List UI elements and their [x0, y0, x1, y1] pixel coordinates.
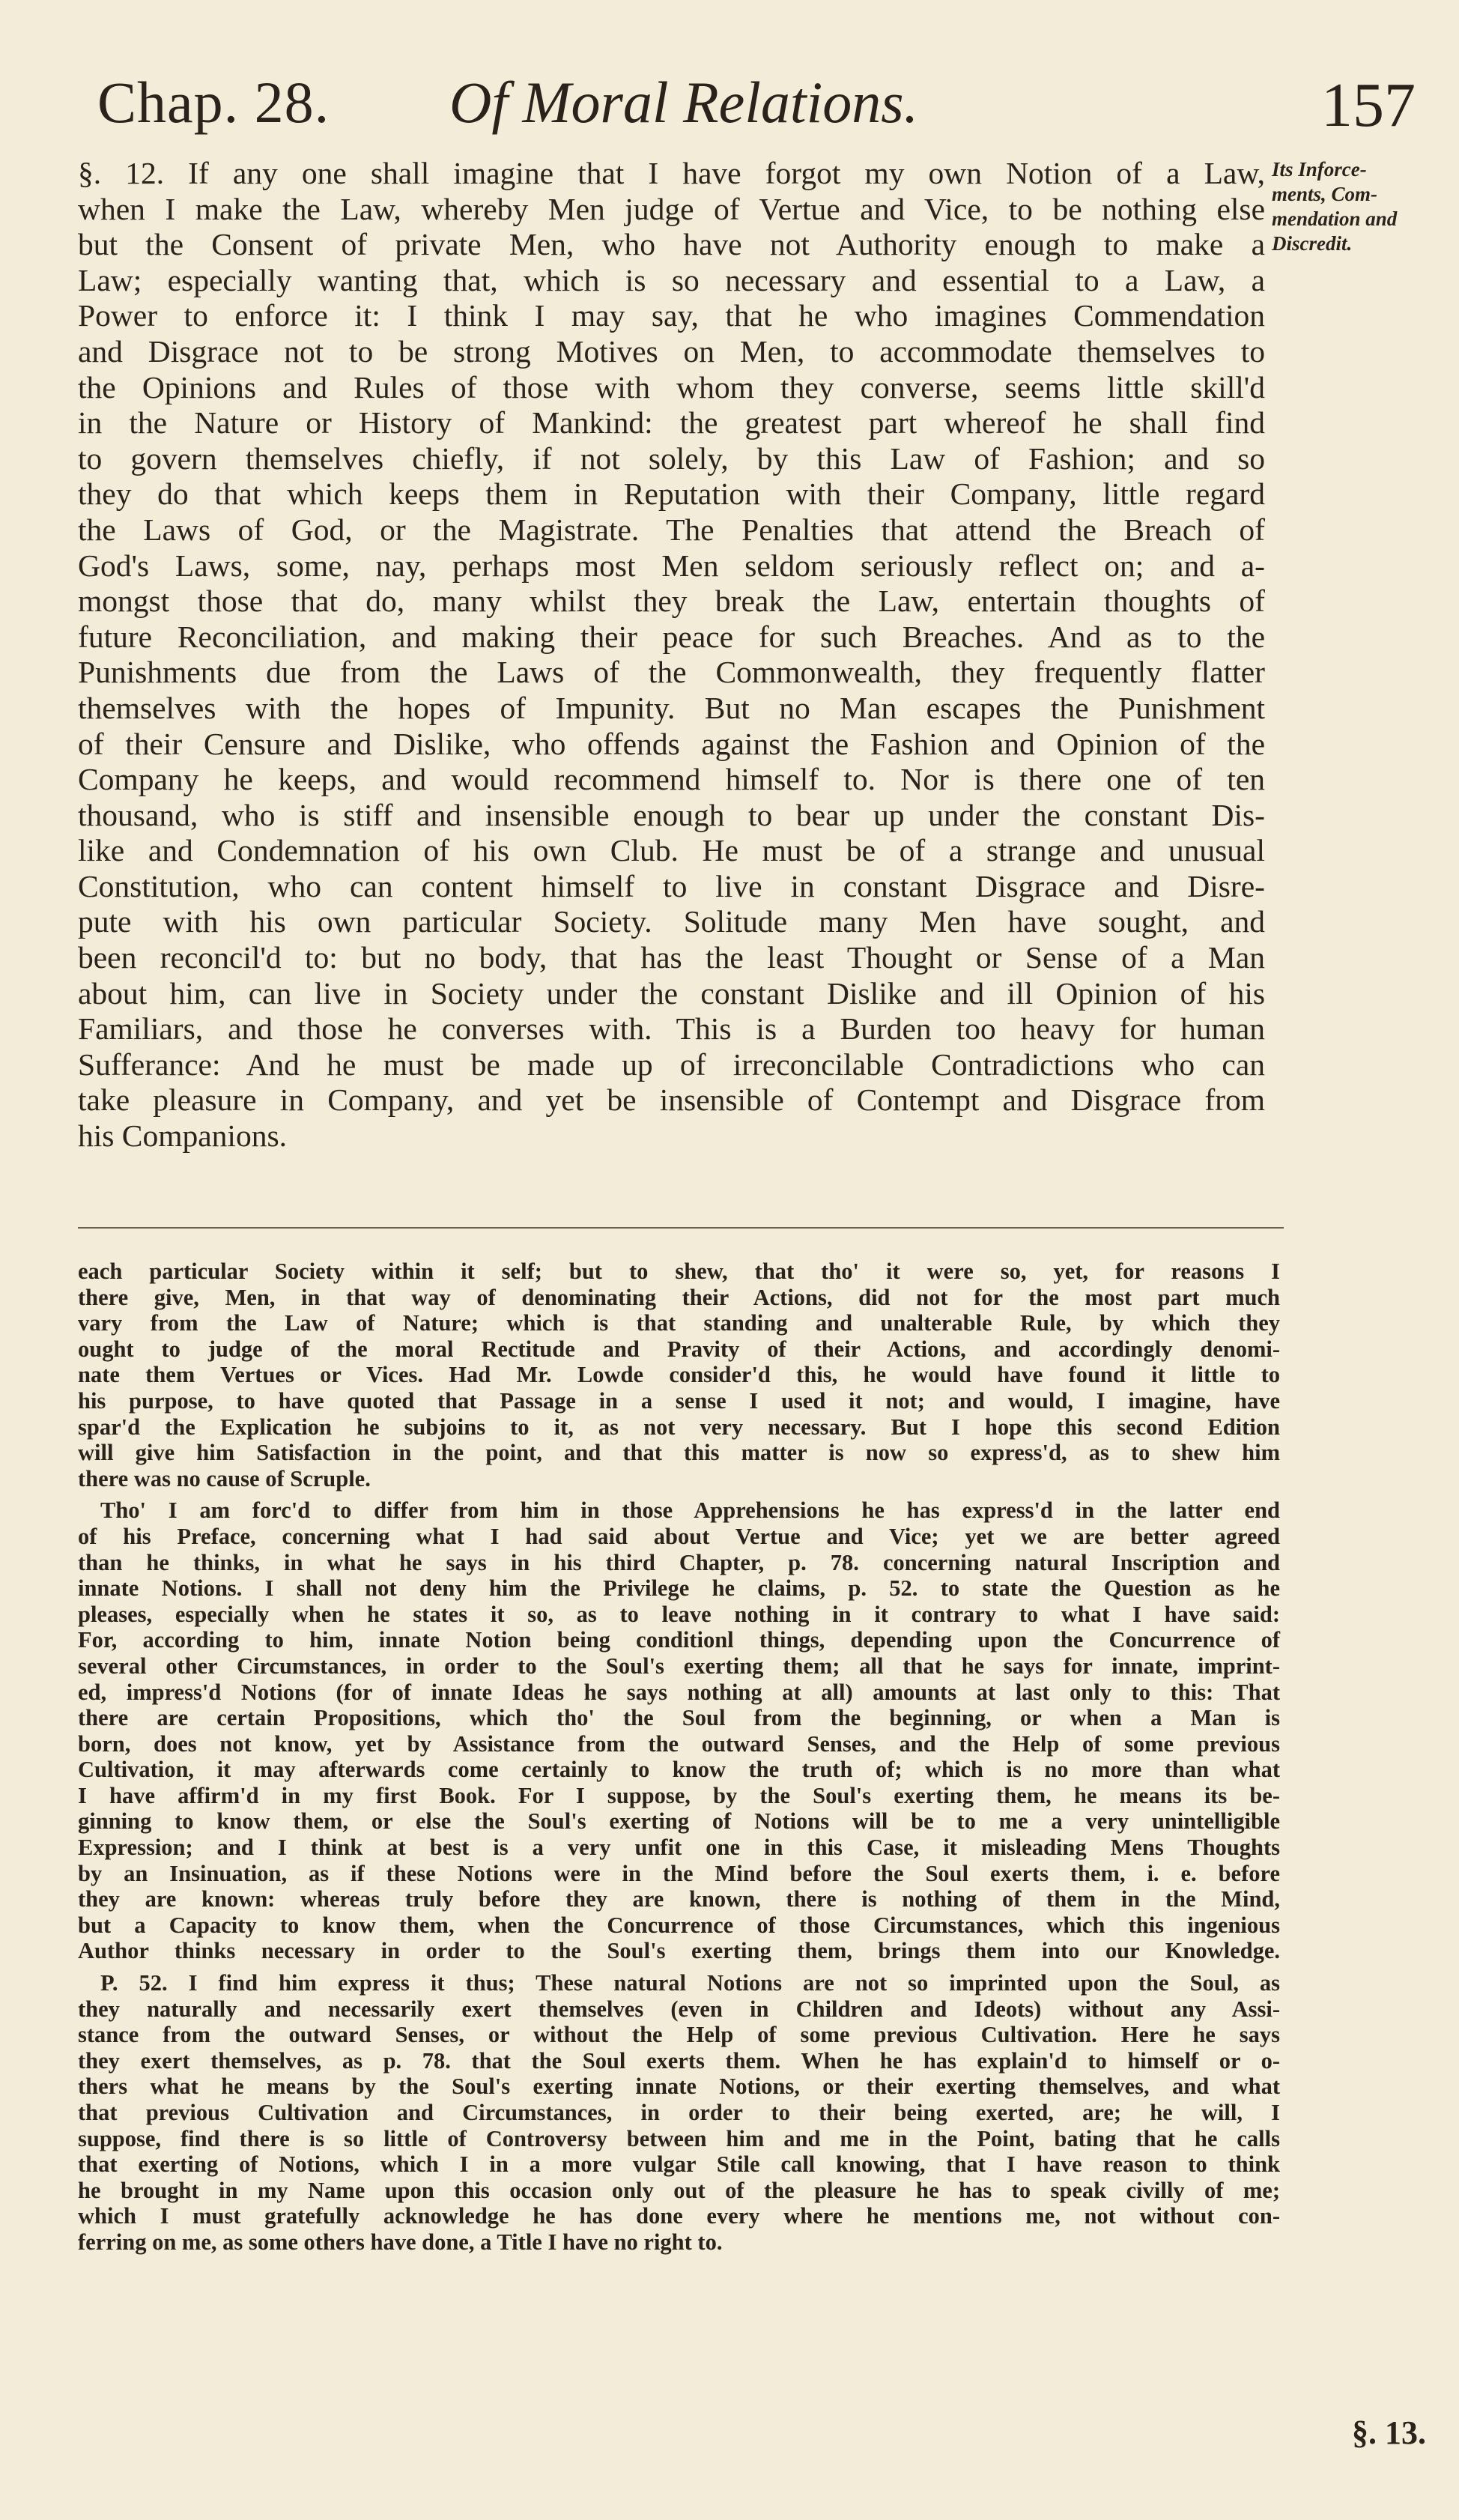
footnote-line: which I must gratefully acknowledge he has done every where he mentions me, not without con- — [78, 2203, 1280, 2229]
footnote-line: several other Circumstances, in order to the Soul's exerting them; all that he says for innate, imprint- — [78, 1653, 1280, 1679]
text-line: to govern themselves chiefly, if not solely, by this Law of Fashion; and so — [78, 440, 1265, 476]
footnote-line: pleases, especially when he states it so, as to leave nothing in it contrary to what I have said: — [78, 1601, 1280, 1627]
footnote-line: than he thinks, in what he says in his third Chapter, p. 78. concerning natural Inscription and — [78, 1549, 1280, 1575]
text-line: take pleasure in Company, and yet be insensible of Contempt and Disgrace from — [78, 1082, 1265, 1118]
running-title: Of Moral Relations. — [449, 70, 919, 135]
footnote-line: Cultivation, it may afterwards come certainly to know the truth of; which is no more than what — [78, 1757, 1280, 1783]
margin-note-line: Discredit. — [1272, 232, 1353, 255]
footnote-line: ferring on me, as some others have done, a Title I have no right to. — [78, 2229, 723, 2255]
chapter-label: Chap. 28. — [97, 70, 330, 135]
text-line: they do that which keeps them in Reputation with their Company, little regard — [78, 476, 1265, 512]
text-line: mongst those that do, many whilst they break the Law, entertain thoughts of — [78, 584, 1265, 619]
footnote-block — [78, 1259, 1280, 2256]
text-line: future Reconciliation, and making their peace for such Breaches. And as to the — [78, 619, 1265, 654]
footnote-line: born, does not know, yet by Assistance from the outward Senses, and the Help of some previous — [78, 1730, 1280, 1757]
catchword: §. 13. — [1352, 2414, 1426, 2451]
text-line: about him, can live in Society under the constant Dislike and ill Opinion of his — [78, 975, 1265, 1011]
footnote-line: of his Preface, concerning what I had said about Vertue and Vice; yet we are better agreed — [78, 1523, 1280, 1549]
text-line: when I make the Law, whereby Men judge of Vertue and Vice, to be nothing else — [78, 191, 1265, 226]
text-line: of their Censure and Dislike, who offends against the Fashion and Opinion of the — [78, 726, 1265, 761]
text-line: Law; especially wanting that, which is so necessary and essential to a Law, a — [78, 262, 1265, 297]
footnote-line: will give him Satisfaction in the point, and that this matter is now so express'd, as to shew him — [78, 1440, 1280, 1466]
text-line: God's Laws, some, nay, perhaps most Men seldom seriously reflect on; and a- — [78, 548, 1265, 583]
footnote-line: thers what he means by the Soul's exerting innate Notions, or their exerting themselves, and what — [78, 2074, 1280, 2100]
footnote-line: innate Notions. I shall not deny him the Privilege he claims, p. 52. to state the Question as he — [78, 1575, 1280, 1602]
footnote-line: ought to judge of the moral Rectitude and Pravity of their Actions, and accordingly denomi- — [78, 1336, 1280, 1362]
margin-note — [1272, 157, 1429, 256]
footnote-line: that previous Cultivation and Circumstances, in order to their being exerted, are; he will, I — [78, 2100, 1280, 2125]
footnote-line: by an Insinuation, as if these Notions were in the Mind before the Soul exerts them, i. e. before — [78, 1860, 1280, 1886]
footnote-line: For, according to him, innate Notion being conditionl things, depending upon the Concurrence of — [78, 1627, 1280, 1653]
footnote-line: spar'd the Explication he subjoins to it, as not very necessary. But I hope this second Edition — [78, 1414, 1280, 1440]
footnote-line: they are known: whereas truly before they are known, there is nothing of them in the Mind, — [78, 1886, 1280, 1912]
footnote-line: nate them Vertues or Vices. Had Mr. Lowde consider'd this, he would have found it little to — [78, 1362, 1280, 1388]
footnote-line: suppose, find there is so little of Controversy between him and me in the Point, bating that he calls — [78, 2125, 1280, 2151]
footnote-line: but a Capacity to know them, when the Concurrence of those Circumstances, which this ingenious — [78, 1912, 1280, 1938]
footnote-line: stance from the outward Senses, or without the Help of some previous Cultivation. Here he says — [78, 2022, 1280, 2048]
footnote-line: his purpose, to have quoted that Passage in a sense I used it not; and would, I imagine, have — [78, 1387, 1280, 1414]
footnote-line: they exert themselves, as p. 78. that the Soul exerts them. When he has explain'd to himself or o- — [78, 2047, 1280, 2074]
footnote-divider — [78, 1227, 1284, 1229]
text-line: Constitution, who can content himself to live in constant Disgrace and Disre- — [78, 868, 1265, 903]
text-line: Power to enforce it: I think I may say, that he who imagines Commendation — [78, 298, 1265, 333]
footnote-line: I have affirm'd in my first Book. For I suppose, by the Soul's exerting them, he means its be- — [78, 1782, 1280, 1808]
footnote-line: P. 52. I find him express it thus; These natural Notions are not so imprinted upon the Soul, as — [100, 1970, 1280, 1996]
footnote-line: there give, Men, in that way of denominating their Actions, did not for the most part much — [78, 1284, 1280, 1310]
footnote-line: Author thinks necessary in order to the Soul's exerting them, brings them into our Knowledge. — [78, 1938, 1280, 1964]
footnote-line: ed, impress'd Notions (for of innate Ideas he says nothing at all) amounts at last only to this: That — [78, 1679, 1280, 1705]
footnote-line: there was no cause of Scruple. — [78, 1465, 371, 1491]
text-line: Sufferance: And he must be made up of irreconcilable Contradictions who can — [78, 1047, 1265, 1082]
footnote-line: there are certain Propositions, which tho' the Soul from the beginning, or when a Man is — [78, 1705, 1280, 1731]
text-line: like and Condemnation of his own Club. He must be of a strange and unusual — [78, 833, 1265, 868]
footnote-line: Expression; and I think at best is a very unfit one in this Case, it misleading Mens Thoughts — [78, 1835, 1280, 1861]
running-header — [97, 69, 1416, 151]
text-line: been reconcil'd to: but no body, that has the least Thought or Sense of a Man — [78, 940, 1265, 975]
main-text-block — [78, 156, 1265, 1154]
text-line: and Disgrace not to be strong Motives on Men, to accommodate themselves to — [78, 333, 1265, 369]
text-line: §. 12. If any one shall imagine that I have forgot my own Notion of a Law, — [78, 156, 1265, 190]
text-line: the Laws of God, or the Magistrate. The Penalties that attend the Breach of — [78, 512, 1265, 547]
text-line: Company he keeps, and would recommend himself to. Nor is there one of ten — [78, 762, 1265, 797]
footnote-line: that exerting of Notions, which I in a more vulgar Stile call knowing, that I have reason to think — [78, 2151, 1280, 2178]
text-line: pute with his own particular Society. Solitude many Men have sought, and — [78, 904, 1265, 939]
margin-note-line: mendation and — [1272, 208, 1398, 230]
page-number: 157 — [1321, 70, 1416, 140]
footnote-line: they naturally and necessarily exert themselves (even in Children and Ideots) without any Assi- — [78, 1996, 1280, 2022]
footnote-line: vary from the Law of Nature; which is that standing and unalterable Rule, by which they — [78, 1310, 1280, 1336]
footnote-line: each particular Society within it self; but to shew, that tho' it were so, yet, for reasons I — [78, 1259, 1280, 1284]
text-line: in the Nature or History of Mankind: the greatest part whereof he shall find — [78, 405, 1265, 440]
text-line: Familiars, and those he converses with. This is a Burden too heavy for human — [78, 1011, 1265, 1047]
text-line: thousand, who is stiff and insensible enough to bear up under the constant Dis- — [78, 797, 1265, 832]
text-line: themselves with the hopes of Impunity. But no Man escapes the Punishment — [78, 690, 1265, 725]
footnote-line: he brought in my Name upon this occasion only out of the pleasure he has to speak civilly of me; — [78, 2177, 1280, 2203]
text-line: his Companions. — [78, 1118, 287, 1154]
margin-note-line: Its Inforce- — [1272, 158, 1367, 181]
text-line: but the Consent of private Men, who have not Authority enough to make a — [78, 227, 1265, 262]
footnote-line: Tho' I am forc'd to differ from him in those Apprehensions he has express'd in the latter end — [100, 1497, 1280, 1524]
margin-note-line: ments, Com- — [1272, 183, 1378, 205]
text-line: Punishments due from the Laws of the Commonwealth, they frequently flatter — [78, 655, 1265, 690]
text-line: the Opinions and Rules of those with whom they converse, seems little skill'd — [78, 369, 1265, 405]
footnote-line: ginning to know them, or else the Soul's exerting of Notions will be to me a very unintelligible — [78, 1808, 1280, 1835]
